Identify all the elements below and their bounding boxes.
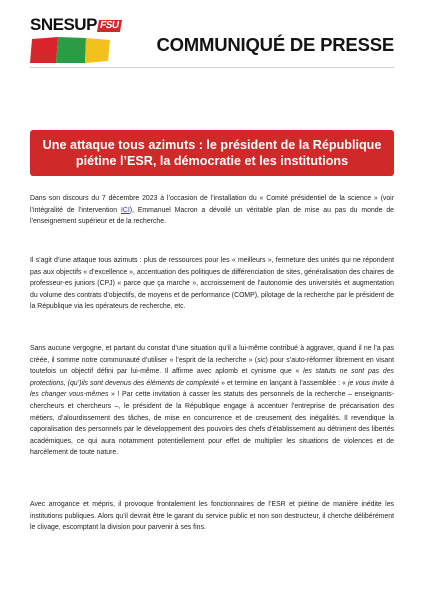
logo-red-block <box>30 37 58 63</box>
snesup-fsu-logo <box>30 15 120 66</box>
headline-line-2: piétine l’ESR, la démocratie et les institutions <box>75 154 349 168</box>
paragraph-1-text-a: Dans son discours du 7 décembre 2023 à l’occasion de l’installation du « Comité présidentiel de la science » (voir l’intégralité de l’intervention <box>30 195 394 214</box>
paragraph-2-text: Il s’agit d’une attaque tous azimuts : plus de ressources pour les « meilleurs », fermeture des unités qui ne répondent pas aux objectifs « d’excellence », accentuation des politiques de différenciation de sites, généralisation des chaires de professeur-es juniors (CPJ) « parce que ça marche », accroissement de l’autonomie des universités et augmentation du volume des contrats d’objectifs, de moyens et de performance (COMP), pilotage de la recherche par le président de la République via les opérateurs de recherche, etc. <box>30 257 394 311</box>
logo-color-blocks <box>30 35 116 65</box>
paragraph-4-text: Avec arrogance et mépris, il provoque frontalement les fonctionnaires de l’ESR et piétine de manière inédite les institutions publiques. Alors qu’il devrait être le garant du service public et non son destructeur, il cherche délibérément le clivage, escomptant la division pour parvenir à ses fins. <box>30 501 394 532</box>
paragraph-2 <box>30 255 394 313</box>
logo-green-block <box>56 37 86 63</box>
paragraph-3 <box>30 343 394 459</box>
paragraph-4 <box>30 499 394 534</box>
header-divider <box>30 67 394 68</box>
page-title: COMMUNIQUÉ DE PRESSE <box>156 34 394 55</box>
headline-banner <box>30 130 394 176</box>
logo-sub-brand: FSU <box>97 20 122 32</box>
speech-link[interactable]: ICI <box>120 206 130 214</box>
paragraph-3-text-d: » ! Par cette invitation à casser les statuts des personnels de la recherche – enseignants-chercheurs et chercheurs –, le président de la République engage à accentuer l’entreprise de précarisation des métiers, d’alourdissement des tâches, de mise en concurrence et de creusement des inégalités. Il revendique la caporalisation des personnels par le développement des pouvoirs des chefs d’établissement au détriment des libertés académiques, ce qui aura notamment potentiellement pour effet de multiplier les situations de violences et de harcèlement de toute nature. <box>30 391 394 457</box>
paragraph-3-text-c: » et termine en lançant à l’assemblée : « <box>219 379 348 387</box>
headline-line-1: Une attaque tous azimuts : le président de la République <box>42 138 382 152</box>
logo-brand: SNESUP <box>30 15 97 34</box>
paragraph-3-text-a: Sans aucune vergogne, et partant du constat d’une situation qu’il a lui-même contribué à aggraver, quand il ne l’a pas créée, il somme notre communauté d’utiliser « l’esprit de la recherche » ( <box>30 345 394 364</box>
paragraph-1-text-b: ), Emmanuel Macron a dévoilé un véritable plan de mise au pas du monde de l’enseignement supérieur et de la recherche. <box>30 206 394 226</box>
logo-yellow-block <box>85 38 110 63</box>
quote-invitation: je vous invite à les changer vous-mêmes <box>30 379 394 399</box>
paragraph-3-text-b: ) pour s’auto-réformer librement en visant toutefois un objectif défini par lui-même. Il affirme avec aplomb et cynisme que « <box>30 356 394 376</box>
logo-wordmark <box>30 15 120 34</box>
quote-statuts: les statuts ne sont pas des protections, (qu’)ils sont devenus des éléments de complexité <box>30 368 394 387</box>
sic-marker: sic <box>257 356 266 364</box>
paragraph-1 <box>30 193 394 228</box>
